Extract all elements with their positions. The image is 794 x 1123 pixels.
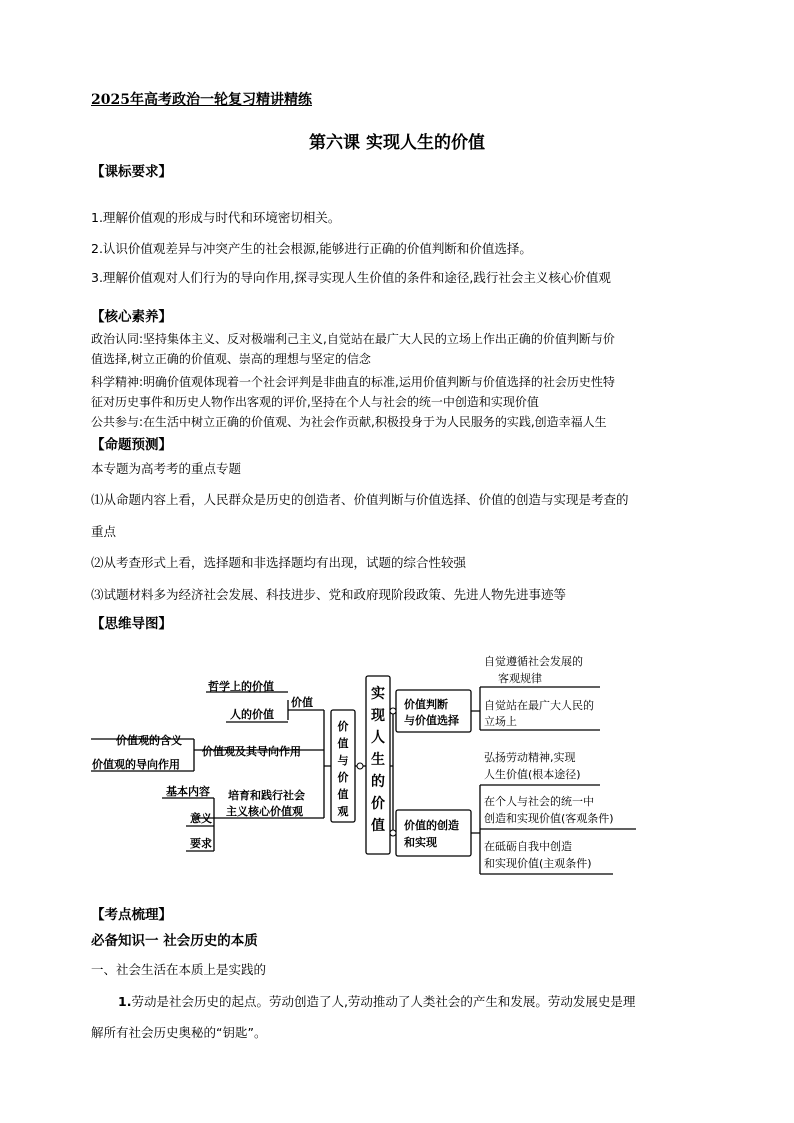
requirement-3: 3.理解价值观对人们行为的导向作用,探寻实现人生价值的条件和途径,践行社会主义核心价值观 — [91, 270, 611, 285]
svg-text:生: 生 — [371, 752, 385, 768]
svg-text:现: 现 — [371, 708, 385, 724]
knowledge-para-text: 劳动是社会历史的起点。劳动创造了人,劳动推动了人类社会的产生和发展。劳动发展史是理 — [131, 994, 636, 1009]
knowledge-heading: 必备知识一 社会历史的本质 — [91, 933, 258, 949]
document-header: 2025年高考政治一轮复习精讲精练 — [91, 92, 312, 108]
section-prediction: 【命题预测】 — [91, 437, 172, 453]
prediction-item-1-cont: 重点 — [91, 524, 117, 539]
mindmap-c2-2: 创造和实现价值(客观条件) — [484, 812, 614, 825]
mindmap-c1-2: 人生价值(根本途径) — [484, 768, 581, 781]
svg-text:实: 实 — [371, 686, 385, 702]
svg-text:值: 值 — [337, 788, 349, 801]
section-literacy: 【核心素养】 — [91, 309, 172, 325]
mindmap-j2-2: 立场上 — [484, 715, 517, 728]
prediction-item-2: ⑵从考查形式上看，选择题和非选择题均有出现，试题的综合性较强 — [91, 555, 467, 570]
mindmap-j1-2: 客观规律 — [498, 672, 542, 685]
mindmap-judgment-1: 价值判断 — [404, 698, 448, 711]
mindmap-judgment-2: 与价值选择 — [404, 714, 459, 727]
mindmap-creation-2: 和实现 — [404, 836, 437, 849]
svg-text:值: 值 — [337, 737, 349, 750]
knowledge-para-1 — [118, 992, 635, 1012]
mindmap-c2-1: 在个人与社会的统一中 — [484, 795, 594, 808]
svg-text:人: 人 — [371, 730, 385, 746]
mindmap-j2-1: 自觉站在最广大人民的 — [484, 699, 594, 712]
mindmap-ren: 人的价值 — [230, 708, 274, 721]
mindmap-value-and-values — [338, 719, 349, 818]
knowledge-para-2: 解所有社会历史奥秘的“钥匙”。 — [91, 1025, 267, 1040]
mindmap-root — [370, 685, 385, 834]
mindmap-hanyi: 价值观的含义 — [116, 734, 182, 747]
mindmap-jiben: 基本内容 — [166, 785, 210, 798]
svg-text:观: 观 — [337, 805, 349, 818]
svg-text:值: 值 — [371, 818, 385, 834]
prediction-item-3: ⑶试题材料多为经济社会发展、科技进步、党和政府现阶段政策、先进人物先进事迹等 — [91, 587, 567, 602]
mindmap-c3-2: 和实现价值(主观条件) — [484, 857, 592, 870]
mindmap-c3-1: 在砥砺自我中创造 — [484, 840, 572, 853]
knowledge-sub1: 一、社会生活在本质上是实践的 — [91, 962, 267, 977]
section-mindmap: 【思维导图】 — [91, 616, 172, 632]
mindmap-c1-1: 弘扬劳动精神,实现 — [484, 751, 576, 764]
mindmap-yaoqiu: 要求 — [190, 837, 212, 850]
section-requirements: 【课标要求】 — [91, 164, 172, 180]
mindmap-yiyi: 意义 — [190, 812, 212, 825]
svg-text:价: 价 — [337, 771, 349, 784]
requirement-2: 2.认识价值观差异与冲突产生的社会根源,能够进行正确的价值判断和价值选择。 — [91, 241, 532, 256]
literacy-line-3: 科学精神:明确价值观体现着一个社会评判是非曲直的标准,运用价值判断与价值选择的社会历史性特 — [91, 375, 615, 389]
mindmap-daoxiang: 价值观的导向作用 — [92, 758, 180, 771]
knowledge-para-num: 1. — [118, 994, 132, 1009]
prediction-item-1: ⑴从命题内容上看，人民群众是历史的创造者、价值判断与价值选择、价值的创造与实现是考查的 — [91, 492, 629, 507]
literacy-line-5: 公共参与:在生活中树立正确的价值观、为社会作贡献,积极投身于为人民服务的实践,创造幸福人生 — [91, 415, 607, 429]
mindmap-zhexue: 哲学上的价值 — [208, 680, 274, 693]
mindmap-guan-daoxiang: 价值观及其导向作用 — [202, 745, 301, 758]
svg-text:价: 价 — [337, 720, 349, 733]
mindmap-creation-1: 价值的创造 — [404, 819, 459, 832]
requirement-1: 1.理解价值观的形成与时代和环境密切相关。 — [91, 210, 341, 225]
svg-text:与: 与 — [337, 754, 349, 767]
mindmap-peiyu-2: 主义核心价值观 — [226, 805, 303, 818]
prediction-intro: 本专题为高考考的重点专题 — [91, 461, 242, 476]
lesson-title: 第六课 实现人生的价值 — [309, 133, 485, 153]
mindmap-peiyu-1: 培育和践行社会 — [228, 789, 305, 802]
section-points: 【考点梳理】 — [91, 907, 172, 923]
svg-text:的: 的 — [371, 774, 385, 790]
mindmap-jiazhi: 价值 — [291, 696, 313, 709]
literacy-line-1: 政治认同:坚持集体主义、反对极端利己主义,自觉站在最广大人民的立场上作出正确的价值判断与价 — [91, 332, 615, 346]
svg-text:价: 价 — [371, 796, 385, 812]
mind-map — [88, 648, 648, 888]
literacy-line-2: 值选择,树立正确的价值观、崇高的理想与坚定的信念 — [91, 352, 371, 366]
mindmap-j1-1: 自觉遵循社会发展的 — [484, 655, 583, 668]
literacy-line-4: 征对历史事件和历史人物作出客观的评价,坚持在个人与社会的统一中创造和实现价值 — [91, 395, 539, 409]
